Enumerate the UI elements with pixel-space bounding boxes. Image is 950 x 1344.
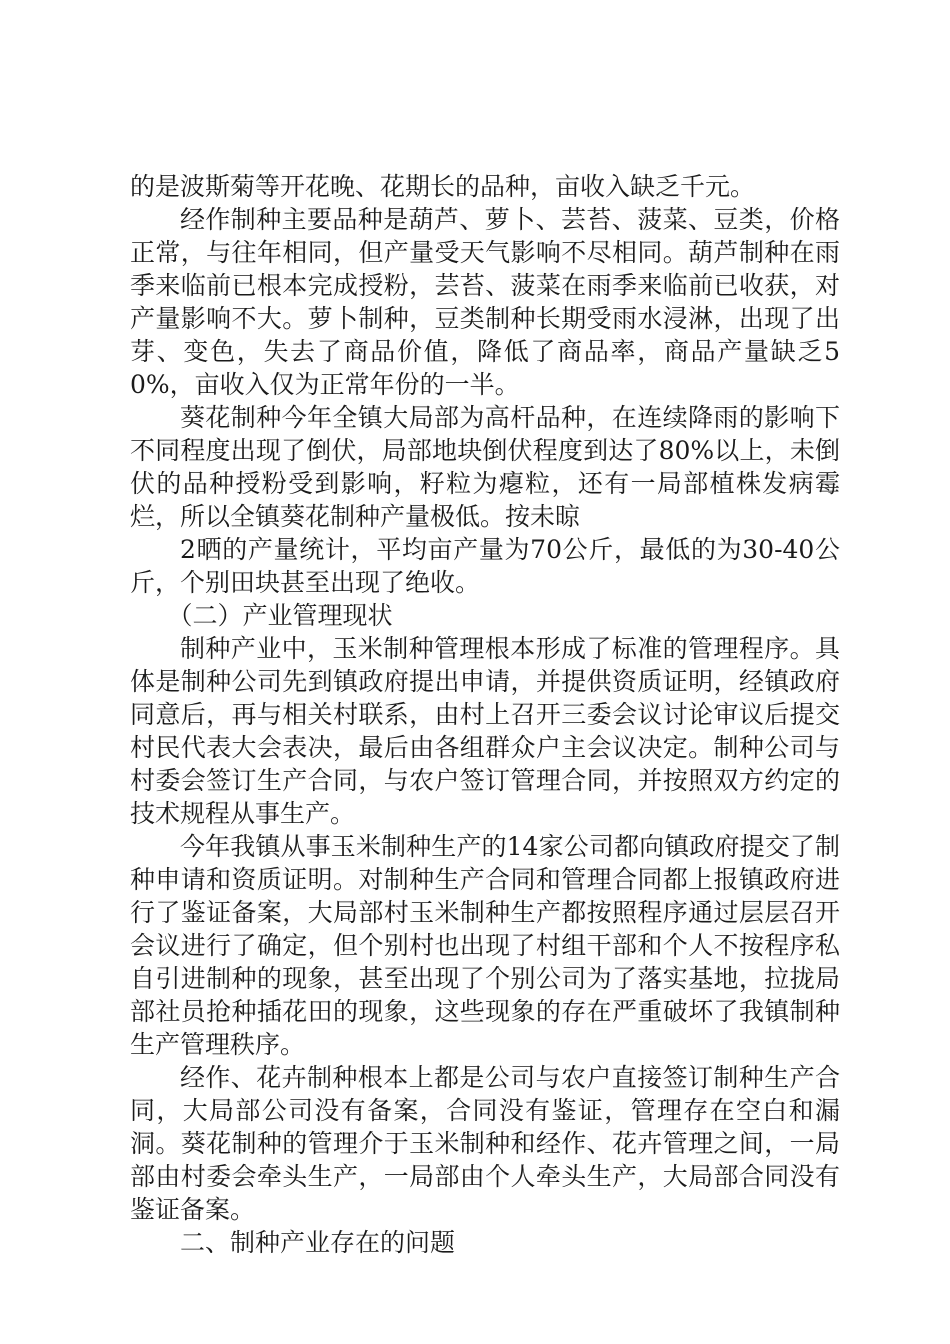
paragraph-corn-management-procedure: 制种产业中，玉米制种管理根本形成了标准的管理程序。具体是制种公司先到镇政府提出申请，并提供资质证明，经镇政府同意后，再与相关村联系，由村上召开三委会议讨论审议后提交村民代表大会表决，最后由各组群众户主会议决定。制种公司与村委会签订生产合同，与农户签订管理合同，并按照双方约定的技术规程从事生产。 bbox=[130, 634, 840, 828]
paragraph-sunflower-seeds: 葵花制种今年全镇大局部为高杆品种，在连续降雨的影响下不同程度出现了倒伏，局部地块倒伏程度到达了80%以上，未倒伏的品种授粉受到影响，籽粒为瘪粒，还有一局部植株发病霉烂，所以全镇葵花制种产量极低。按未晾 bbox=[130, 403, 840, 531]
paragraph-this-year-companies: 今年我镇从事玉米制种生产的14家公司都向镇政府提交了制种申请和资质证明。对制种生产合同和管理合同都上报镇政府进行了鉴证备案，大局部村玉米制种生产都按照程序通过层层召开会议进行了确定，但个别村也出现了村组干部和个人不按程序私自引进制种的现象，甚至出现了个别公司为了落实基地，拉拢局部社员抢种插花田的现象，这些现象的存在严重破坏了我镇制种生产管理秩序。 bbox=[130, 832, 840, 1059]
paragraph-yield-statistics: 2晒的产量统计，平均亩产量为70公斤，最低的为30-40公斤，个别田块甚至出现了绝收。 bbox=[130, 535, 840, 597]
paragraph-cash-crop-seeds: 经作制种主要品种是葫芦、萝卜、芸苔、菠菜、豆类，价格正常，与往年相同，但产量受天气影响不尽相同。葫芦制种在雨季来临前已根本完成授粉，芸苔、菠菜在雨季来临前已收获，对产量影响不大。萝卜制种，豆类制种长期受雨水浸淋，出现了出芽、变色，失去了商品价值，降低了商品率，商品产量缺乏50%，亩收入仅为正常年份的一半。 bbox=[130, 205, 840, 399]
document-page bbox=[130, 170, 840, 1259]
paragraph-flower-contracts: 经作、花卉制种根本上都是公司与农户直接签订制种生产合同，大局部公司没有备案，合同没有鉴证，管理存在空白和漏洞。葵花制种的管理介于玉米制种和经作、花卉管理之间，一局部由村委会牵头生产，一局部由个人牵头生产，大局部合同没有鉴证备案。 bbox=[130, 1063, 840, 1224]
section-heading-problems: 二、制种产业存在的问题 bbox=[180, 1228, 456, 1257]
paragraph-continuation: 的是波斯菊等开花晚、花期长的品种，亩收入缺乏千元。 bbox=[130, 172, 756, 201]
section-heading-management-status: （二）产业管理现状 bbox=[167, 601, 393, 630]
